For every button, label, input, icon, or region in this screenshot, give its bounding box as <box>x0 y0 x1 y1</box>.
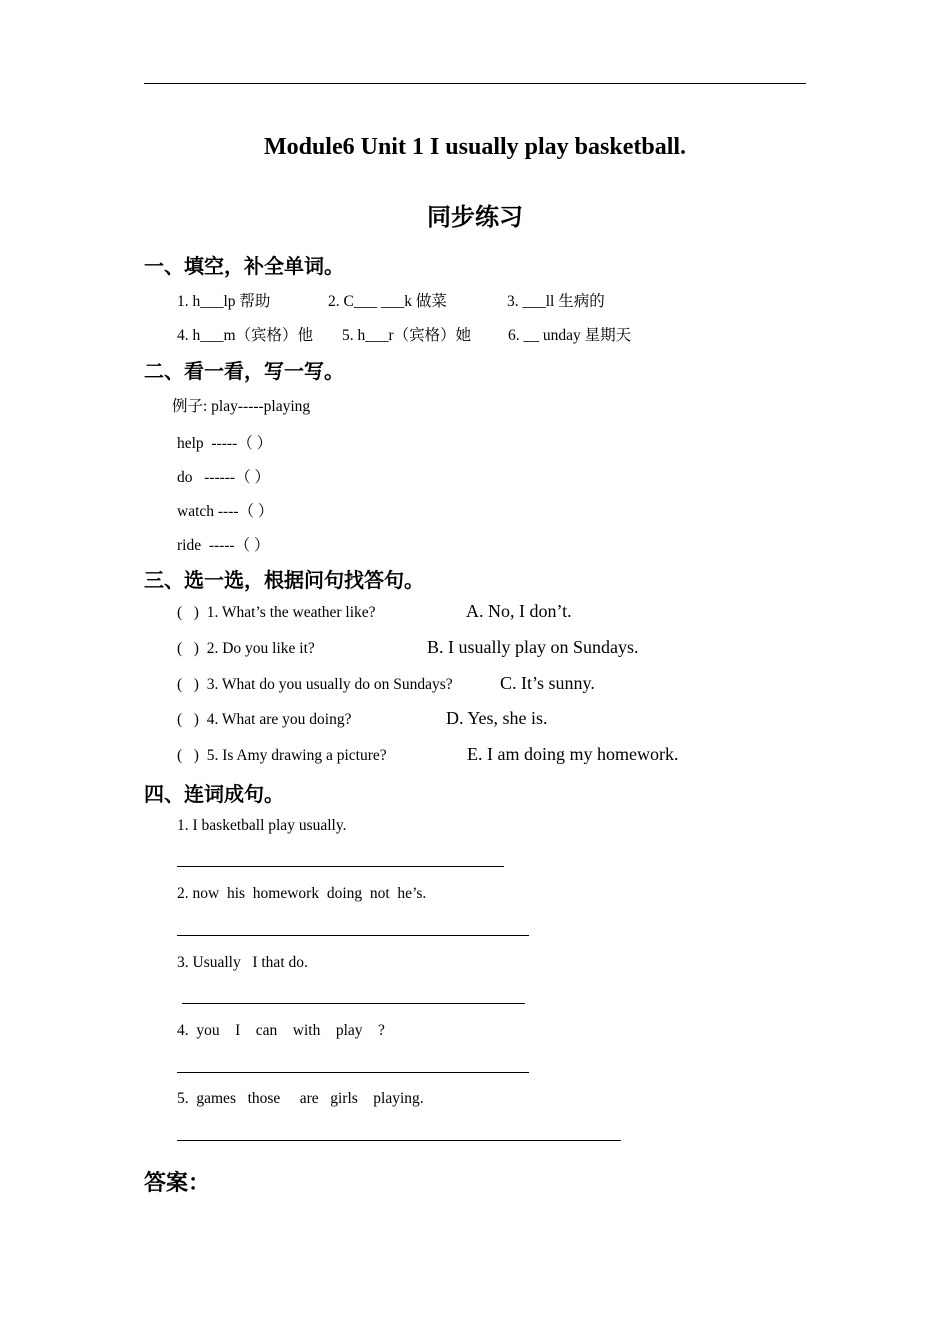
answer-blank <box>177 1072 529 1073</box>
question-item: ( ) 5. Is Amy drawing a picture? <box>177 747 387 764</box>
fill-item: 3. ___ll 生病的 <box>507 293 605 310</box>
sentence-item: 4. you I can with play ? <box>177 1022 385 1039</box>
question-item: ( ) 4. What are you doing? <box>177 711 352 728</box>
word-item: watch ----（ ） <box>177 503 274 520</box>
question-item: ( ) 2. Do you like it? <box>177 640 315 657</box>
section3-heading: 三、选一选，根据问句找答句。 <box>144 568 424 592</box>
section1-heading: 一、填空，补全单词。 <box>144 254 344 278</box>
question-item: ( ) 3. What do you usually do on Sundays? <box>177 676 453 693</box>
answer-blank <box>177 935 529 936</box>
answer-heading: 答案： <box>144 1171 211 1196</box>
word-item: do ------（ ） <box>177 469 270 486</box>
sentence-item: 5. games those are girls playing. <box>177 1090 424 1107</box>
fill-item: 2. C___ ___k 做菜 <box>328 293 447 310</box>
fill-item: 5. h___r（宾格）她 <box>342 327 472 344</box>
sentence-item: 3. Usually I that do. <box>177 954 308 971</box>
header-rule <box>144 83 806 84</box>
example-line: 例子: play-----playing <box>172 398 311 415</box>
sentence-item: 2. now his homework doing not he’s. <box>177 885 427 902</box>
answer-option: D. Yes, she is. <box>446 708 548 728</box>
answer-option: E. I am doing my homework. <box>467 744 679 764</box>
page-title: Module6 Unit 1 I usually play basketball. <box>263 134 687 160</box>
fill-item: 4. h___m（宾格）他 <box>177 327 314 344</box>
answer-blank <box>182 1003 525 1004</box>
sentence-item: 1. I basketball play usually. <box>177 817 347 834</box>
answer-blank <box>177 866 504 867</box>
answer-blank <box>177 1140 621 1141</box>
section2-heading: 二、看一看，写一写。 <box>144 359 344 383</box>
fill-item: 1. h___lp 帮助 <box>177 293 271 310</box>
page-subtitle: 同步练习 <box>427 203 523 231</box>
word-item: help -----（ ） <box>177 435 273 452</box>
word-item: ride -----（ ） <box>177 537 270 554</box>
question-item: ( ) 1. What’s the weather like? <box>177 604 376 621</box>
fill-item: 6. __ unday 星期天 <box>508 327 632 344</box>
answer-option: A. No, I don’t. <box>466 601 572 621</box>
answer-option: C. It’s sunny. <box>500 673 595 693</box>
answer-option: B. I usually play on Sundays. <box>427 637 639 657</box>
section4-heading: 四、连词成句。 <box>144 782 284 806</box>
